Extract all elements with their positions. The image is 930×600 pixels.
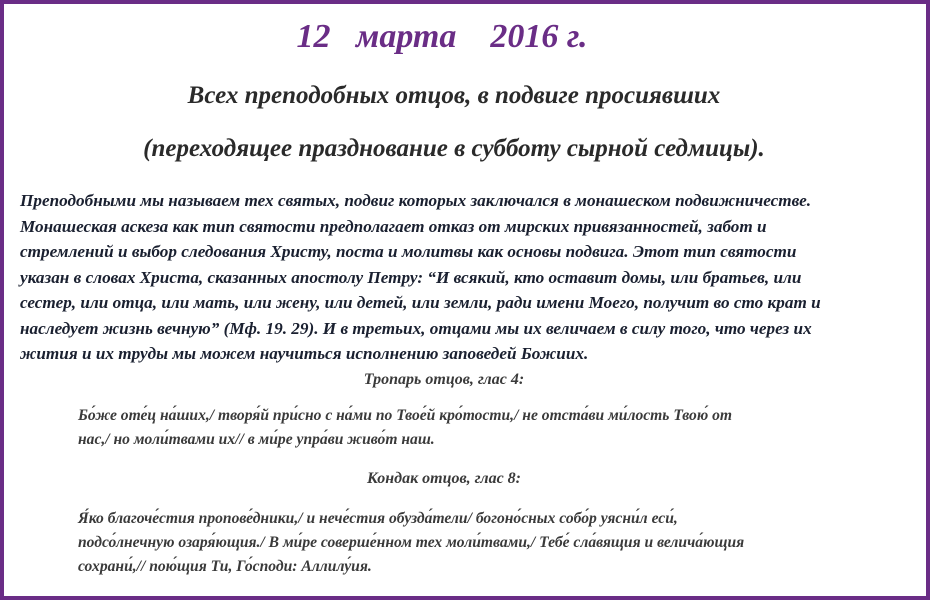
troparion-line: Бо́же оте́ц на́ших,/ творя́й при́сно с на́ми по Твое́й кро́тости,/ не отста́ви ми́лость Твою́ от [78,407,733,424]
kontakion-line: подсо́лнечную озаря́ющия./ В ми́ре соверше́нном тех моли́твами,/ Тебе́ сла́вящия и велича́ющия [78,534,745,551]
kontakion-line: сохрани́,// пою́щия Ти, Го́споди: Аллилу́ия. [78,558,372,575]
troparion-line: нас,/ но моли́твами их// в ми́ре упра́ви живо́т наш. [78,431,435,448]
troparion-text [78,404,908,452]
body-line: наследует жизнь вечную” (Мф. 19. 29). И в третьих, отцами мы их величаем в силу того, что через их [20,318,812,338]
body-line: стремлений и выбор следования Христу, поста и молитвы как основы подвига. Этот тип святости [20,242,797,261]
kontakion-heading: Кондак отцов, глас 8: [367,470,521,487]
body-paragraph [20,188,920,367]
body-line: жития и их труды мы можем научиться исполнению заповедей Божиих. [20,344,589,363]
troparion-heading: Тропарь отцов, глас 4: [363,371,525,388]
body-line: Преподобными мы называем тех святых, подвиг которых заключался в монашеском подвижничестве. [20,191,812,210]
kontakion-line: Я́ко благоче́стия пропове́дники,/ и нече́стия обузда́тели/ богоно́сных собо́р уясни́л еси́, [78,510,678,527]
body-line: Монашеская аскеза как тип святости предполагает отказ от мирских привязанностей, забот и [20,216,767,236]
body-line: сестер, или отца, или мать, или жену, или детей, или земли, ради имени Моего, получит во сто крат и [20,293,821,312]
kontakion-text [78,507,908,579]
feast-title-line-2: (переходящее празднование в субботу сырной седмицы). [143,135,765,162]
body-line: указан в словах Христа, сказанных апостолу Петру: “И всякий, кто оставит домы, или братьев, или [20,267,802,287]
feast-title-line-1: Всех преподобных отцов, в подвиге просиявших [187,82,721,109]
date-heading: 12 марта 2016 г. [296,18,588,55]
